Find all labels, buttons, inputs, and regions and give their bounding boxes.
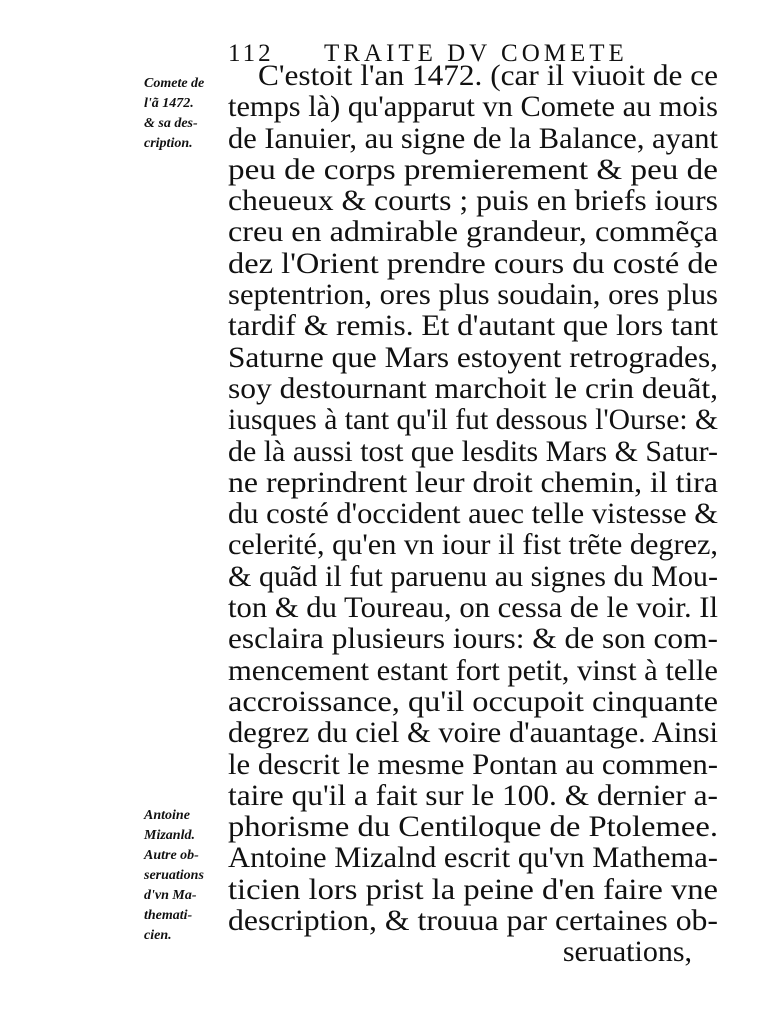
margin-note-line: l'ã 1472. <box>144 96 194 111</box>
margin-note-line: Comete de <box>144 76 205 91</box>
text-line: iusques à tant qu'il fut dessous l'Ourse: & <box>228 403 718 437</box>
text-line: & quãd il fut paruenu au signes du Mou- <box>228 559 718 593</box>
margin-note-line: cien. <box>144 928 172 943</box>
text-line: Antoine Mizalnd escrit qu'vn Mathema- <box>228 841 718 875</box>
margin-note-comet-1472 <box>144 74 236 154</box>
margin-note-line: seruations <box>144 868 204 883</box>
text-line: de Ianuier, au signe de la Balance, ayant <box>228 121 718 155</box>
text-line: celerité, qu'en vn iour il fist trẽte degrez, <box>228 528 718 562</box>
margin-note-line: d'vn Ma- <box>144 888 197 903</box>
text-line: esclaira plusieurs iours: & de son com- <box>228 622 718 656</box>
text-line: taire qu'il a fait sur le 100. & dernier a- <box>228 778 718 812</box>
margin-note-mizauld <box>144 806 236 946</box>
text-line: creu en admirable grandeur, commẽça <box>228 215 718 249</box>
margin-note-line: themati- <box>144 908 193 923</box>
text-line: cheueux & courts ; puis en briefs iours <box>228 184 718 218</box>
margin-note-line: Mizanld. <box>144 828 195 843</box>
text-line: du costé d'occident auec telle vistesse & <box>228 497 718 531</box>
text-line: septentrion, ores plus soudain, ores plus <box>228 278 718 312</box>
text-line: phorisme du Centiloque de Ptolemee. <box>228 810 718 844</box>
body-text <box>228 60 718 968</box>
page-number: 112 <box>228 40 274 67</box>
text-line: accroissance, qu'il occupoit cinquante <box>228 684 718 718</box>
margin-note-line: Autre ob- <box>144 848 199 863</box>
text-line: dez l'Orient prendre cours du costé de <box>228 246 718 280</box>
text-line: Saturne que Mars estoyent retrogrades, <box>228 340 718 374</box>
margin-note-line: cription. <box>144 136 193 151</box>
text-line: description, & trouua par certaines ob- <box>228 904 718 938</box>
text-line: seruations, <box>562 935 692 969</box>
margin-note-line: & sa des- <box>144 116 198 131</box>
text-line: temps là) qu'apparut vn Comete au mois <box>228 90 718 124</box>
text-line: C'estoit l'an 1472. (car il viuoit de ce <box>258 59 718 92</box>
text-line: peu de corps premierement & peu de <box>228 152 718 186</box>
text-line: soy destournant marchoit le crin deuãt, <box>228 371 718 405</box>
text-line: le descrit le mesme Pontan au commen- <box>228 747 718 781</box>
text-line: tardif & remis. Et d'autant que lors tant <box>228 309 718 343</box>
text-line: ticien lors prist la peine d'en faire vne <box>228 872 718 906</box>
margin-note-line: Antoine <box>144 808 190 823</box>
text-line: degrez du ciel & voire d'auantage. Ainsi <box>228 716 718 750</box>
text-line: mencement estant fort petit, vinst à telle <box>228 653 718 687</box>
running-title: TRAITE DV COMETE <box>324 40 628 67</box>
text-line: de là aussi tost que lesdits Mars & Satur- <box>228 434 718 468</box>
text-line: ton & du Toureau, on cessa de le voir. Il <box>228 591 718 625</box>
text-line: ne reprindrent leur droit chemin, il tira <box>228 465 718 499</box>
